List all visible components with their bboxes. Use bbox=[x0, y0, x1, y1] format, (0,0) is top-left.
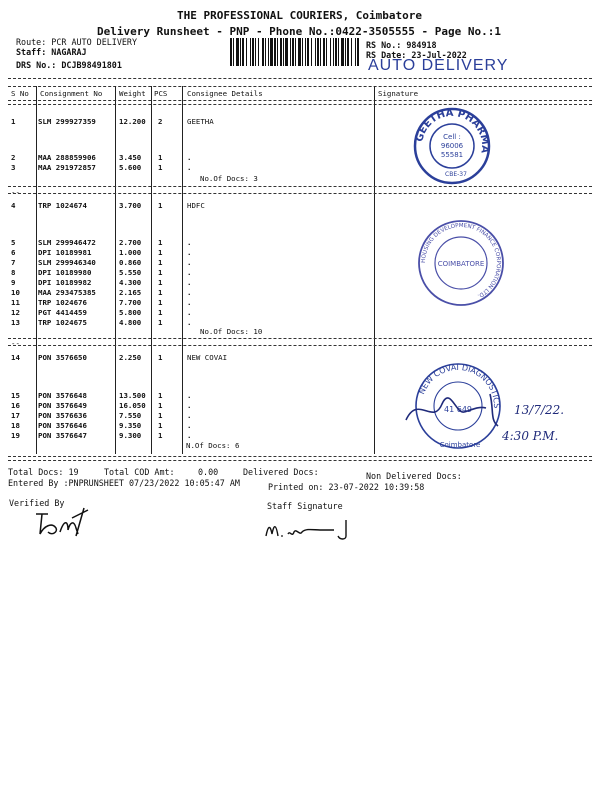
col-weight: Weight bbox=[119, 89, 146, 98]
row-detail: . bbox=[187, 278, 192, 287]
row-sno: 12 bbox=[11, 308, 20, 317]
barcode-bar bbox=[323, 38, 325, 66]
barcode-bar bbox=[347, 38, 349, 66]
barcode-bar bbox=[326, 38, 327, 66]
row-weight: 16.050 bbox=[119, 401, 146, 410]
barcode-bar bbox=[236, 38, 239, 66]
barcode-bar bbox=[270, 38, 273, 66]
row-detail: . bbox=[187, 318, 192, 327]
row-detail: . bbox=[187, 431, 192, 440]
row-detail: . bbox=[187, 153, 192, 162]
row-sno: 11 bbox=[11, 298, 20, 307]
row-weight: 2.250 bbox=[119, 353, 142, 362]
svg-text:Coimbatore: Coimbatore bbox=[439, 441, 481, 449]
row-weight: 9.350 bbox=[119, 421, 142, 430]
total-docs: Total Docs: 19 bbox=[8, 467, 79, 477]
row-detail: . bbox=[187, 258, 192, 267]
row-detail: . bbox=[187, 411, 192, 420]
row-detail: . bbox=[187, 421, 192, 430]
column-line bbox=[151, 86, 152, 454]
row-pcs: 1 bbox=[158, 391, 163, 400]
verified-by-label: Verified By bbox=[9, 498, 65, 508]
row-weight: 3.700 bbox=[119, 201, 142, 210]
row-pcs: 1 bbox=[158, 421, 163, 430]
total-cod-label: Total COD Amt: bbox=[104, 467, 175, 477]
svg-text:13/7/22.: 13/7/22. bbox=[514, 403, 565, 417]
barcode-bar bbox=[258, 38, 259, 66]
entered-by: Entered By :PNPRUNSHEET 07/23/2022 10:05:47 AM bbox=[8, 478, 240, 488]
row-sno: 1 bbox=[11, 117, 16, 126]
row-detail: . bbox=[187, 288, 192, 297]
row-pcs: 1 bbox=[158, 248, 163, 257]
row-weight: 3.450 bbox=[119, 153, 142, 162]
row-cons: PGT 4414459 bbox=[38, 308, 87, 317]
printed-on: Printed on: 23-07-2022 10:39:58 bbox=[268, 482, 425, 492]
col-consignment: Consignment No bbox=[40, 89, 103, 98]
barcode-bar bbox=[280, 38, 282, 66]
column-line bbox=[182, 86, 183, 454]
barcode-bar bbox=[317, 38, 319, 66]
row-pcs: 1 bbox=[158, 163, 163, 172]
barcode-bar bbox=[285, 38, 288, 66]
route-label: Route: PCR AUTO DELIVERY bbox=[16, 37, 138, 47]
row-sno: 3 bbox=[11, 163, 16, 172]
row-pcs: 1 bbox=[158, 353, 163, 362]
row-weight: 5.550 bbox=[119, 268, 142, 277]
barcode-bar bbox=[320, 38, 321, 66]
barcode-bar bbox=[338, 38, 339, 66]
barcode-bar bbox=[242, 38, 244, 66]
barcode-bar bbox=[351, 38, 352, 66]
row-weight: 4.300 bbox=[119, 278, 142, 287]
svg-text:4:30 P.M.: 4:30 P.M. bbox=[502, 429, 559, 443]
row-weight: 2.165 bbox=[119, 288, 142, 297]
col-pcs: PCS bbox=[154, 89, 168, 98]
no-of-docs: No.Of Docs: 10 bbox=[200, 327, 263, 336]
barcode-bar bbox=[274, 38, 276, 66]
row-cons: PON 3576646 bbox=[38, 421, 87, 430]
row-cons: DPI 10189982 bbox=[38, 278, 92, 287]
barcode-bar bbox=[240, 38, 241, 66]
barcode-bar bbox=[307, 38, 309, 66]
row-detail: GEETHA bbox=[187, 117, 214, 126]
total-cod-value: 0.00 bbox=[198, 467, 219, 477]
row-pcs: 1 bbox=[158, 258, 163, 267]
row-detail: NEW COVAI bbox=[187, 353, 228, 362]
row-sno: 17 bbox=[11, 411, 20, 420]
row-detail: . bbox=[187, 298, 192, 307]
group-marker: -- bbox=[11, 339, 20, 348]
barcode-bar bbox=[246, 38, 247, 66]
row-sno: 6 bbox=[11, 248, 16, 257]
row-pcs: 1 bbox=[158, 238, 163, 247]
row-weight: 2.700 bbox=[119, 238, 142, 247]
row-pcs: 1 bbox=[158, 411, 163, 420]
row-pcs: 1 bbox=[158, 268, 163, 277]
row-cons: PON 3576636 bbox=[38, 411, 87, 420]
row-sno: 7 bbox=[11, 258, 16, 267]
column-line bbox=[36, 86, 37, 454]
col-consignee: Consignee Details bbox=[187, 89, 263, 98]
row-sno: 2 bbox=[11, 153, 16, 162]
non-delivered-docs: Non Delivered Docs: bbox=[366, 471, 462, 481]
staff-signature bbox=[262, 514, 362, 548]
divider bbox=[8, 78, 592, 79]
barcode-bar bbox=[311, 38, 312, 66]
hdfc-stamp bbox=[416, 218, 506, 312]
barcode-bar bbox=[265, 38, 266, 66]
row-sno: 18 bbox=[11, 421, 20, 430]
verified-signature bbox=[30, 506, 100, 544]
barcode-bar bbox=[298, 38, 301, 66]
row-weight: 4.800 bbox=[119, 318, 142, 327]
row-pcs: 1 bbox=[158, 298, 163, 307]
row-cons: SLM 299946472 bbox=[38, 238, 96, 247]
row-weight: 5.800 bbox=[119, 308, 142, 317]
no-of-docs: N.Of Docs: 6 bbox=[186, 441, 240, 450]
row-sno: 8 bbox=[11, 268, 16, 277]
row-pcs: 2 bbox=[158, 117, 163, 126]
row-sno: 10 bbox=[11, 288, 20, 297]
divider bbox=[8, 104, 592, 105]
svg-text:CBE-37: CBE-37 bbox=[445, 171, 467, 178]
svg-text:Cell :: Cell : bbox=[443, 133, 461, 141]
row-weight: 0.860 bbox=[119, 258, 142, 267]
row-detail: . bbox=[187, 248, 192, 257]
barcode-bar bbox=[315, 38, 316, 66]
barcode-bar bbox=[302, 38, 303, 66]
staff-signature-label: Staff Signature bbox=[267, 501, 343, 511]
row-cons: TRP 1024675 bbox=[38, 318, 87, 327]
row-cons: TRP 1024676 bbox=[38, 298, 87, 307]
no-of-docs: No.Of Docs: 3 bbox=[200, 174, 258, 183]
row-sno: 19 bbox=[11, 431, 20, 440]
delivered-docs: Delivered Docs: bbox=[243, 467, 319, 477]
barcode-bar bbox=[333, 38, 334, 66]
svg-text:NEW COVAI DIAGNOSTICS: NEW COVAI DIAGNOSTICS bbox=[417, 362, 502, 409]
row-detail: . bbox=[187, 238, 192, 247]
row-weight: 12.200 bbox=[119, 117, 146, 126]
group-divider bbox=[8, 345, 592, 346]
barcode-graphic bbox=[230, 38, 362, 66]
svg-text:HOUSING DEVELOPMENT FINANCE CO: HOUSING DEVELOPMENT FINANCE CORPORATION LTD. bbox=[420, 222, 502, 299]
svg-text:COIMBATORE: COIMBATORE bbox=[437, 260, 485, 268]
row-weight: 7.700 bbox=[119, 298, 142, 307]
barcode-bar bbox=[230, 38, 232, 66]
row-sno: 16 bbox=[11, 401, 20, 410]
row-detail: . bbox=[187, 308, 192, 317]
row-sno: 5 bbox=[11, 238, 16, 247]
svg-text:96006: 96006 bbox=[440, 142, 464, 150]
barcode-bar bbox=[295, 38, 296, 66]
barcode bbox=[230, 38, 362, 66]
barcode-bar bbox=[283, 38, 284, 66]
barcode-bar bbox=[290, 38, 291, 66]
group-divider bbox=[8, 186, 592, 187]
barcode-bar bbox=[355, 38, 356, 66]
row-cons: SLM 299927359 bbox=[38, 117, 96, 126]
barcode-bar bbox=[252, 38, 254, 66]
row-pcs: 1 bbox=[158, 318, 163, 327]
divider bbox=[8, 100, 592, 101]
row-cons: PON 3576650 bbox=[38, 353, 87, 362]
row-weight: 9.300 bbox=[119, 431, 142, 440]
barcode-bar bbox=[250, 38, 251, 66]
barcode-bar bbox=[357, 38, 359, 66]
barcode-bar bbox=[262, 38, 264, 66]
svg-text:41 649: 41 649 bbox=[444, 405, 472, 414]
runsheet-title: Delivery Runsheet - PNP - Phone No.:0422-3505555 - Page No.:1 bbox=[97, 25, 501, 38]
barcode-bar bbox=[341, 38, 344, 66]
row-cons: DPI 10189980 bbox=[38, 268, 92, 277]
row-weight: 5.600 bbox=[119, 163, 142, 172]
row-pcs: 1 bbox=[158, 308, 163, 317]
barcode-bar bbox=[345, 38, 346, 66]
row-sno: 9 bbox=[11, 278, 16, 287]
row-cons: MAA 291972857 bbox=[38, 163, 96, 172]
barcode-bar bbox=[233, 38, 234, 66]
row-cons: PON 3576649 bbox=[38, 401, 87, 410]
row-pcs: 1 bbox=[158, 201, 163, 210]
row-cons: PON 3576647 bbox=[38, 431, 87, 440]
row-pcs: 1 bbox=[158, 288, 163, 297]
rs-date: RS Date: 23-Jul-2022 bbox=[366, 50, 467, 60]
svg-text:55581: 55581 bbox=[440, 151, 464, 159]
rs-number: RS No.: 984918 bbox=[366, 40, 437, 50]
row-sno: 15 bbox=[11, 391, 20, 400]
row-pcs: 1 bbox=[158, 401, 163, 410]
auto-delivery-stamp: AUTO DELIVERY bbox=[368, 57, 509, 74]
barcode-bar bbox=[292, 38, 294, 66]
barcode-bar bbox=[268, 38, 269, 66]
barcode-bar bbox=[255, 38, 256, 66]
row-weight: 7.550 bbox=[119, 411, 142, 420]
barcode-bar bbox=[335, 38, 337, 66]
group-divider bbox=[8, 193, 592, 194]
column-line bbox=[115, 86, 116, 454]
group-marker: -- bbox=[11, 188, 20, 197]
row-sno: 14 bbox=[11, 353, 20, 362]
barcode-bar bbox=[277, 38, 278, 66]
row-pcs: 1 bbox=[158, 153, 163, 162]
svg-text:GEETHA PHARMA: GEETHA PHARMA bbox=[414, 107, 491, 154]
divider bbox=[8, 86, 592, 87]
group-divider bbox=[8, 460, 592, 461]
company-title: THE PROFESSIONAL COURIERS, Coimbatore bbox=[177, 9, 423, 22]
column-line bbox=[374, 86, 375, 454]
row-sno: 13 bbox=[11, 318, 20, 327]
row-cons: DPI 10189981 bbox=[38, 248, 92, 257]
row-detail: . bbox=[187, 401, 192, 410]
new-covai-stamp bbox=[398, 354, 588, 458]
row-cons: SLM 299946340 bbox=[38, 258, 96, 267]
row-pcs: 1 bbox=[158, 278, 163, 287]
row-detail: . bbox=[187, 391, 192, 400]
staff-label: Staff: NAGARAJ bbox=[16, 47, 87, 57]
row-detail: . bbox=[187, 163, 192, 172]
col-signature: Signature bbox=[378, 89, 419, 98]
row-cons: MAA 288859906 bbox=[38, 153, 96, 162]
col-sno: S No bbox=[11, 89, 29, 98]
row-detail: HDFC bbox=[187, 201, 205, 210]
row-pcs: 1 bbox=[158, 431, 163, 440]
row-sno: 4 bbox=[11, 201, 16, 210]
row-cons: TRP 1024674 bbox=[38, 201, 87, 210]
row-weight: 13.500 bbox=[119, 391, 146, 400]
drs-number: DRS No.: DCJB98491801 bbox=[16, 60, 122, 70]
geetha-pharma-stamp bbox=[412, 106, 492, 190]
row-weight: 1.000 bbox=[119, 248, 142, 257]
group-divider bbox=[8, 338, 592, 339]
barcode-bar bbox=[330, 38, 331, 66]
row-cons: PON 3576648 bbox=[38, 391, 87, 400]
row-detail: . bbox=[187, 268, 192, 277]
row-cons: MAA 293475385 bbox=[38, 288, 96, 297]
barcode-bar bbox=[305, 38, 306, 66]
